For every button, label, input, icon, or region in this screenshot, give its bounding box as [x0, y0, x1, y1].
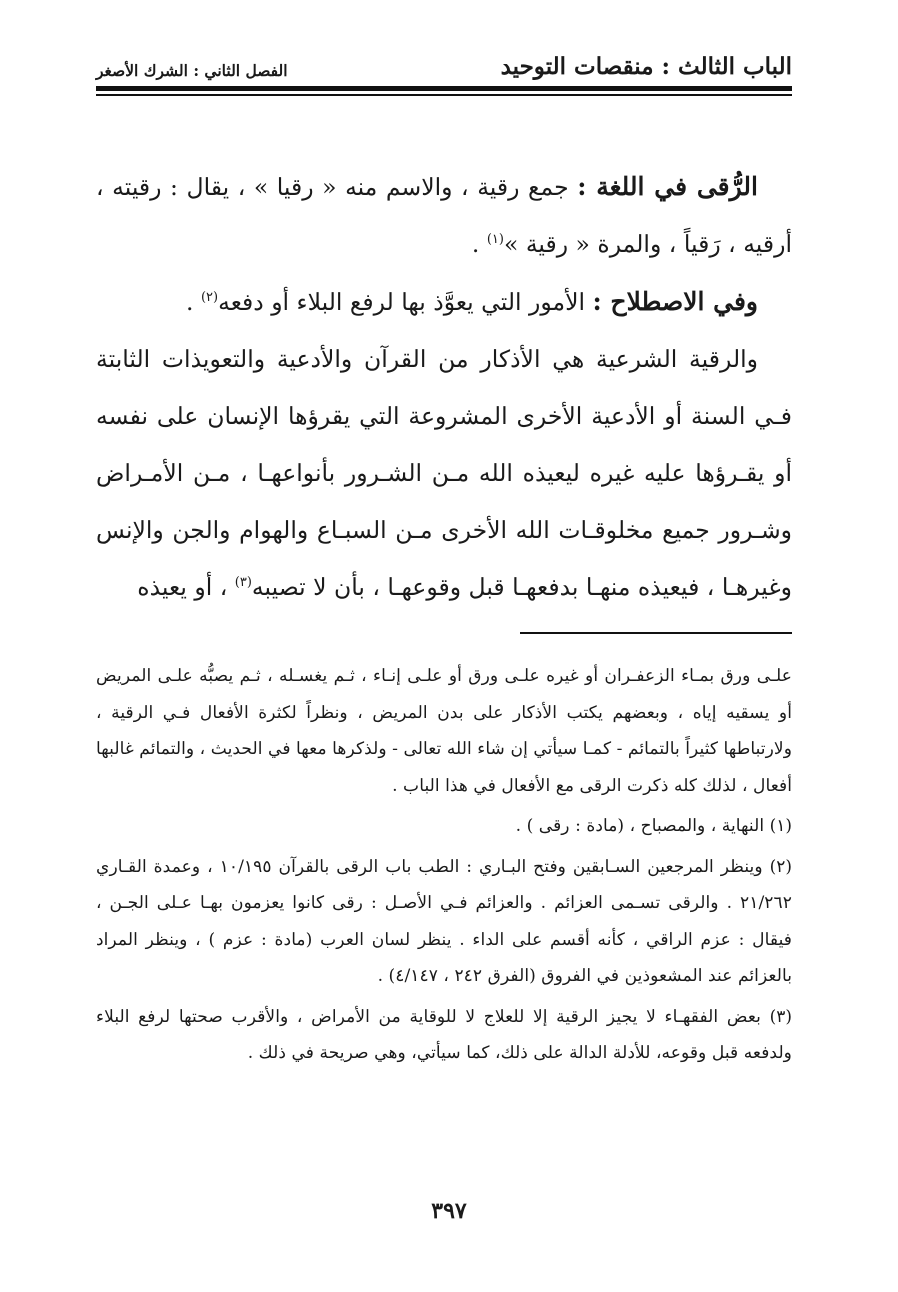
- footnote-number: (٢): [769, 856, 792, 877]
- paragraph-text: جمع رقية ، والاسم منه « رقيا » ، يقال : رقيته ، أرقيه ، رَقياً ، والمرة « رقية »: [96, 173, 792, 258]
- header-rule-thick: [96, 86, 792, 91]
- footnotes: [96, 658, 792, 1072]
- chapter-title: الباب الثالث : منقصات التوحيد: [500, 53, 792, 80]
- paragraph-text: الأمور التي يعوَّذ بها لرفع البلاء أو دفعه: [218, 288, 593, 316]
- term-technical: وفي الاصطلاح :: [592, 287, 758, 316]
- paragraph-definition-technical: [96, 273, 792, 331]
- paragraph-legal-ruqya: [96, 331, 792, 616]
- footnote-text: النهاية ، والمصباح ، (مادة : رقى ) .: [515, 816, 770, 836]
- footnote-ref[interactable]: (٢): [200, 290, 219, 306]
- footnote-separator: [520, 632, 792, 634]
- footnote-text: بعض الفقهـاء لا يجيز الرقية إلا للعلاج لا للوقاية من الأمراض ، والأقرب صحتها لرفع البلاء ولدفعه قبل وقوعه، للأدلة الدالة على ذلك، كما سيأتي، وهي صريحة في ذلك .: [96, 1006, 792, 1063]
- footnote-ref[interactable]: (١): [486, 232, 504, 248]
- footnote-ref[interactable]: (٣): [234, 575, 252, 591]
- footnote-number: (١): [769, 816, 792, 836]
- main-text: [96, 158, 792, 616]
- section-title: الفصل الثاني : الشرك الأصغر: [96, 61, 288, 80]
- header-rule: [96, 86, 792, 96]
- paragraph-text: والرقية الشرعية هي الأذكار من القرآن والأدعية والتعويذات الثابتة فـي السنة أو الأدعية الأخرى المشروعة التي يقرؤها الإنسان على نفسه أو يقـرؤها عليه غيره ليعيذه الله مـن الشـرور بأنواعهـا ، مـن الأمـراض وشـرور جميع مخلوقـات الله الأخرى مـن السبـاع والهوام والجن والإنس وغيرهـا ، فيعيذه منهـا بدفعهـا قبل وقوعهـا ، بأن لا تصيبه: [96, 345, 792, 601]
- paragraph-end: .: [471, 230, 487, 258]
- footnote-number: (٣): [769, 1006, 792, 1027]
- footnote-item: [96, 849, 792, 995]
- footnote-continuation: علـى ورق بمـاء الزعفـران أو غيره علـى ورق أو علـى إنـاء ، ثـم يغسـله ، ثـم يصبُّه علـى المريض أو يسقيه إياه ، وبعضهم يكتب الأذكار على بدن المريض ، ونظراً لكثرة الأفعال فـي الرقية ، ولارتباطها كثيراً بالتمائم - كمـا سيأتي إن شاء الله تعالى - ولذكرها معها في الحديث ، والتمائم غالبها أفعال ، لذلك كله ذكرت الرقى مع الأفعال في هذا الباب .: [96, 666, 792, 796]
- footnote-text: وينظر المرجعين السـابقين وفتح البـاري : الطب باب الرقى بالقرآن ١٠/١٩٥ ، وعمدة القـاري ٢١/٢٦٢ . والرقى تسـمى العزائم . والعزائم فـي الأصـل : رقى كانوا يعزمون بهـا عـلى الجـن ، فيقال : عزم الراقي ، كأنه أقسم على الداء . ينظر لسان العرب (مادة : عزم ) ، وينظر المراد بالعزائم عند المشعوذين في الفروق (الفرق ٢٤٢ ، ٤/١٤٧) .: [96, 856, 792, 986]
- paragraph-definition-linguistic: [96, 158, 792, 273]
- footnote-item: [96, 999, 792, 1072]
- header-rule-thin: [96, 94, 792, 96]
- footnote-item: [96, 808, 792, 845]
- page-number: ٣٩٧: [431, 1198, 467, 1224]
- term-linguistic: الرُّقى في اللغة :: [577, 172, 758, 201]
- paragraph-end: .: [186, 288, 201, 316]
- running-header: [96, 40, 792, 80]
- paragraph-text-continued: ، أو يعيذه: [137, 573, 235, 601]
